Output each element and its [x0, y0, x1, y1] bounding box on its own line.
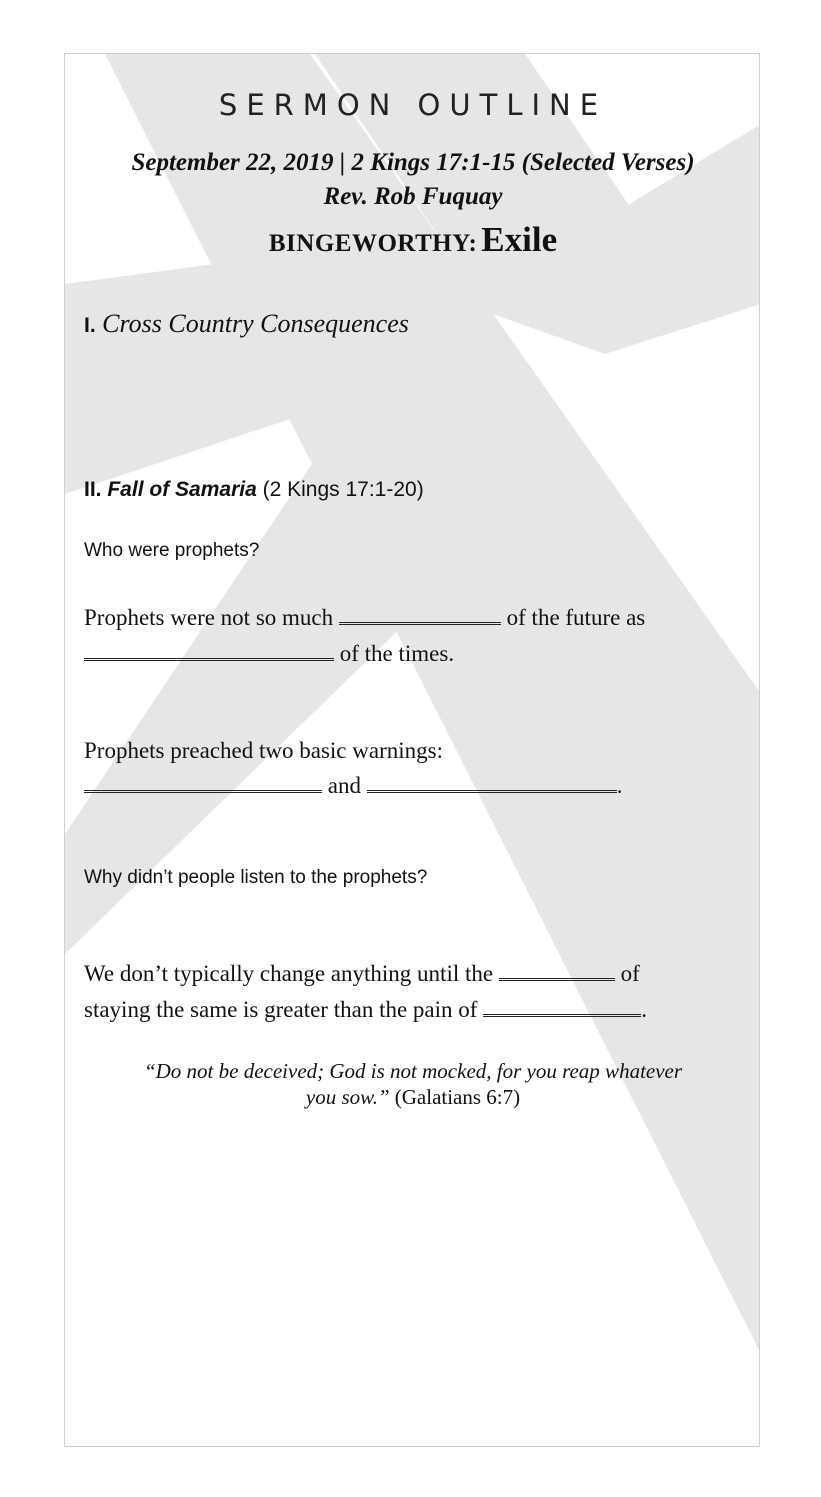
fill-in-text: and: [327, 773, 361, 798]
fill-in-text: .: [616, 773, 623, 798]
sermon-title: Exile: [481, 220, 558, 259]
fill-in-blank[interactable]: [367, 770, 617, 793]
fill-in-line-1: [84, 602, 645, 631]
bulletin-page: [64, 53, 760, 1447]
point-one-heading: Cross Country Consequences: [102, 309, 409, 338]
question-listen: Why didn’t people listen to the prophets?: [84, 867, 428, 888]
fill-in-blank[interactable]: [84, 770, 322, 793]
page-title: SERMON OUTLINE: [218, 88, 608, 122]
fill-in-text: staying the same is greater than the pain of: [84, 997, 478, 1022]
preacher-name: Rev. Rob Fuquay: [323, 183, 503, 210]
fill-in-text: Prophets were not so much: [84, 605, 334, 630]
point-two: [84, 478, 424, 502]
point-two-reference: (2 Kings 17:1-20): [262, 478, 424, 501]
fill-in-text: of the times.: [339, 641, 455, 666]
point-two-numeral: II.: [84, 478, 102, 501]
fill-in-text: .: [641, 997, 647, 1022]
fill-in-text: We don’t typically change anything until the: [84, 961, 494, 986]
quote-citation: (Galatians 6:7): [394, 1085, 521, 1109]
scripture-quote-wrap: [143, 1058, 683, 1110]
series-name: BINGEWORTHY:: [268, 230, 478, 257]
fill-in-blank[interactable]: [499, 958, 615, 981]
fill-in-blank[interactable]: [339, 602, 501, 625]
fill-in-text: of: [620, 961, 640, 986]
date-scripture-line: September 22, 2019 | 2 Kings 17:1-15 (Selected Verses): [131, 149, 695, 176]
point-two-heading: Fall of Samaria: [107, 478, 257, 501]
warnings-intro: Prophets preached two basic warnings:: [84, 738, 443, 763]
fill-in-line-2: [84, 638, 454, 667]
quote-text: “Do not be deceived; God is not mocked, for you reap whatever you sow.”: [143, 1059, 683, 1109]
scripture-quote: [65, 1058, 760, 1110]
question-prophets: Who were prophets?: [84, 540, 260, 561]
sermon-title-line: [65, 220, 760, 260]
fill-in-blank[interactable]: [84, 638, 334, 661]
fill-in-text: of the future as: [506, 605, 646, 630]
point-one-numeral: I.: [84, 314, 96, 337]
fill-in-line-5: [84, 994, 647, 1023]
fill-in-line-3: [84, 770, 622, 799]
fill-in-line-4: [84, 958, 640, 987]
point-one: [84, 309, 409, 339]
fill-in-blank[interactable]: [483, 994, 641, 1017]
